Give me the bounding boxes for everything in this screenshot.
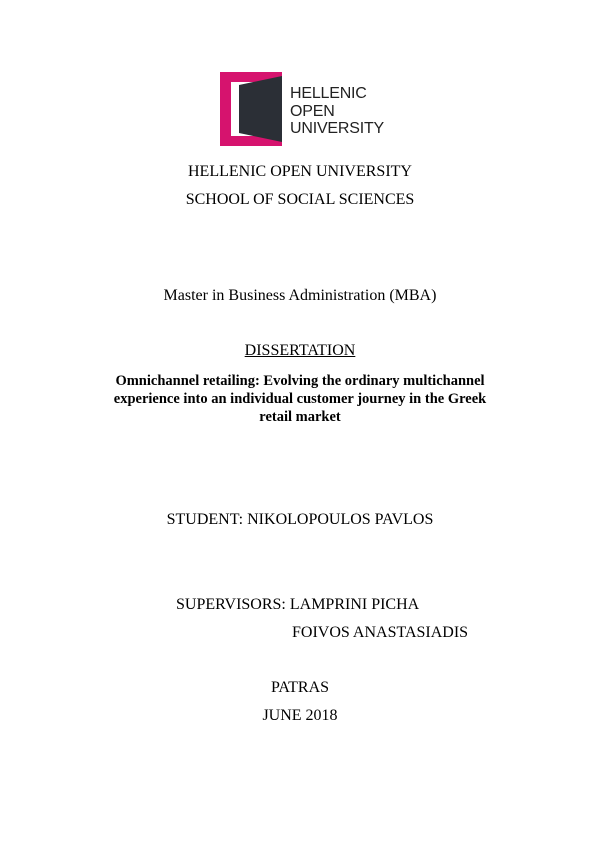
- logo-word-open: OPEN: [290, 102, 335, 120]
- university-name: HELLENIC OPEN UNIVERSITY: [188, 163, 412, 180]
- title-line-3: retail market: [259, 409, 341, 425]
- logo-word-hellenic: HELLENIC: [290, 85, 367, 102]
- place: PATRAS: [270, 679, 330, 696]
- document-type: [0, 342, 600, 360]
- document-type-label: DISSERTATION: [244, 342, 356, 359]
- title-line-2: experience into an individual customer journey in the Greek: [113, 391, 487, 407]
- university-logo-mark-icon: [220, 72, 284, 146]
- date: JUNE 2018: [262, 707, 338, 724]
- title-line-1: Omnichannel retailing: Evolving the ordinary multichannel: [115, 373, 485, 389]
- supervisor-secondary: FOIVOS ANASTASIADIS: [292, 624, 469, 641]
- student-name: STUDENT: NIKOLOPOULOS PAVLOS: [166, 511, 434, 528]
- logo-dark-shape: [239, 76, 282, 142]
- program-name: Master in Business Administration (MBA): [163, 287, 437, 304]
- school-name: SCHOOL OF SOCIAL SCIENCES: [185, 191, 415, 208]
- logo-word-university: UNIVERSITY: [290, 120, 385, 137]
- logo-wordmark: [290, 85, 384, 138]
- dissertation-title: [100, 372, 500, 426]
- supervisor-primary: SUPERVISORS: LAMPRINI PICHA: [176, 596, 420, 613]
- university-logo: [220, 72, 390, 146]
